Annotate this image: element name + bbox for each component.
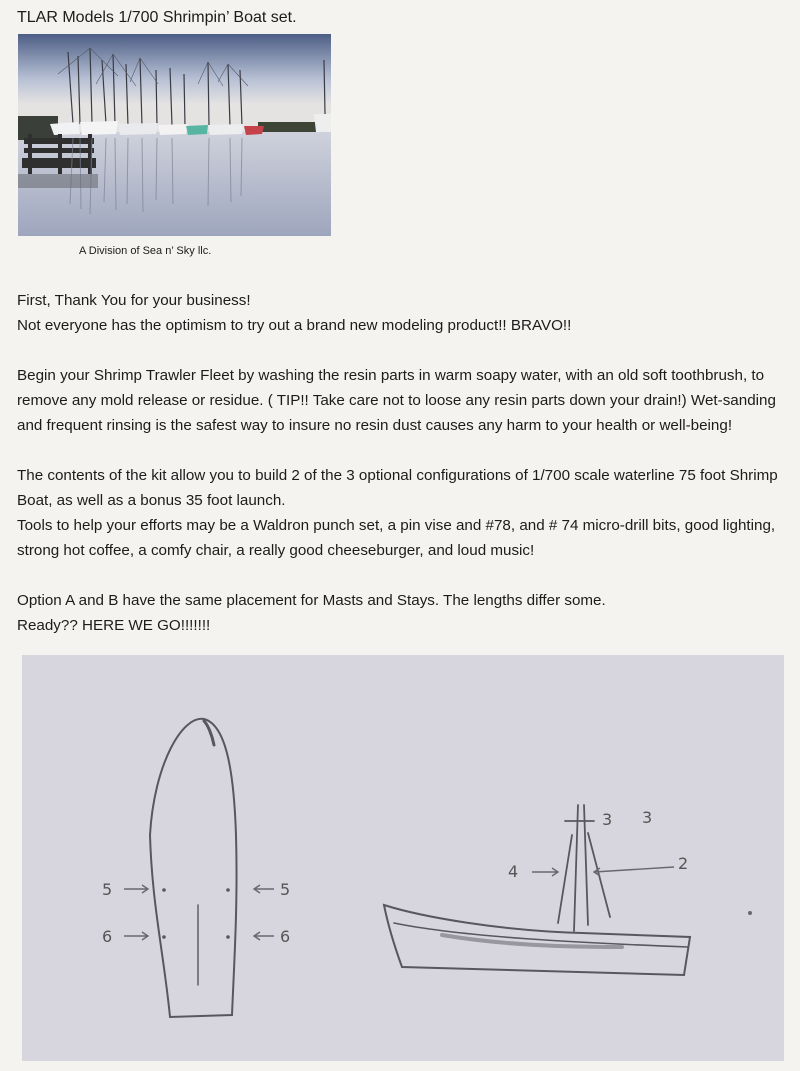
tools-paragraph: Tools to help your efforts may be a Waldron punch set, a pin vise and #78, and # 74 micro-drill bits, good lighting, strong hot coffee, a comfy chair, a really good cheeseburger, and loud music! — [17, 517, 776, 559]
side-label-3-a: 3 — [602, 810, 613, 829]
side-label-2: 2 — [678, 854, 689, 873]
instructions-body — [17, 288, 797, 638]
side-label-3: 3 — [642, 808, 653, 827]
top-label-6-left: 6 — [102, 927, 113, 946]
top-view-attachment-points — [162, 888, 230, 939]
side-label-4: 4 — [508, 862, 519, 881]
hull-side-view — [384, 905, 690, 975]
options-line: Option A and B have the same placement for Masts and Stays. The lengths differ some. — [17, 592, 606, 609]
top-label-5-left: 5 — [102, 880, 113, 899]
ready-line: Ready?? HERE WE GO!!!!!!! — [17, 617, 211, 634]
hull-top-view — [150, 719, 237, 1017]
thank-you-line: First, Thank You for your business! — [17, 292, 251, 309]
shrimp-boat-photo — [18, 34, 331, 236]
washing-paragraph: Begin your Shrimp Trawler Fleet by washing the resin parts in warm soapy water, with an old soft toothbrush, to remove any mold release or residue. ( TIP!! Take care not to loose any resin parts down your drain!) Wet-sanding and frequent rinsing is the safest way to insure no resin dust causes any harm to your health or well-being! — [17, 367, 776, 434]
top-label-5-right: 5 — [280, 880, 291, 899]
photo-caption: A Division of Sea n’ Sky llc. — [79, 245, 212, 257]
bravo-line: Not everyone has the optimism to try out a brand new modeling product!! BRAVO!! — [17, 317, 572, 334]
pencil-sketch-diagram — [22, 655, 784, 1061]
kit-contents-paragraph: The contents of the kit allow you to build 2 of the 3 optional configurations of 1/700 scale waterline 75 foot Shrimp Boat, as well as a bonus 35 foot launch. — [17, 467, 778, 509]
document-title: TLAR Models 1/700 Shrimpin’ Boat set. — [17, 9, 297, 26]
top-label-6-right: 6 — [280, 927, 291, 946]
